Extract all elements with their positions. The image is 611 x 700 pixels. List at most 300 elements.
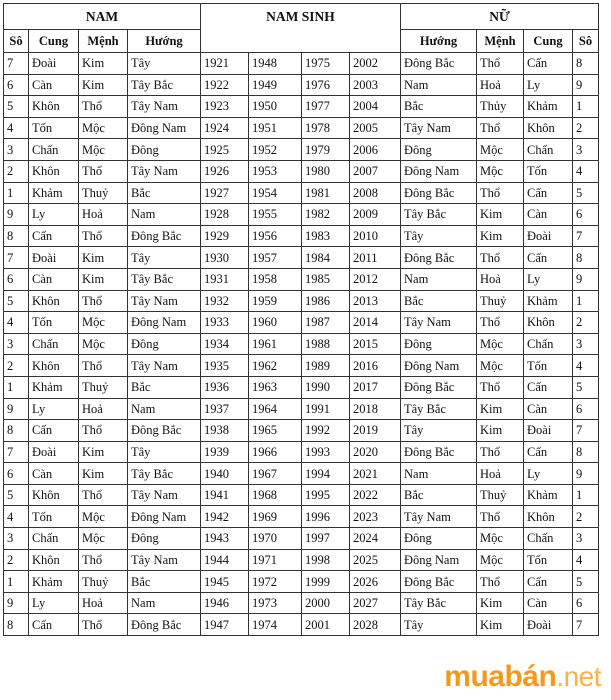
cell-cung-nam: Chấn (29, 528, 79, 550)
cell-year-1: 1933 (201, 312, 249, 334)
cell-year-2: 1959 (249, 290, 302, 312)
cell-year-1: 1930 (201, 247, 249, 269)
table-row (4, 549, 599, 571)
cell-cung-nam: Tốn (29, 117, 79, 139)
cell-menh-nam: Kim (79, 268, 128, 290)
cell-menh-nu: Thổ (477, 117, 524, 139)
cell-so-nam: 9 (4, 398, 29, 420)
table-row (4, 160, 599, 182)
cell-huong-nu: Đông (401, 139, 477, 161)
cell-so-nu: 5 (573, 182, 599, 204)
cell-menh-nu: Thổ (477, 247, 524, 269)
cell-menh-nu: Hoả (477, 463, 524, 485)
table-row (4, 420, 599, 442)
cell-menh-nam: Mộc (79, 312, 128, 334)
cell-cung-nu: Ly (524, 74, 573, 96)
cell-year-1: 1928 (201, 204, 249, 226)
cell-menh-nu: Mộc (477, 333, 524, 355)
cell-year-3: 1999 (302, 571, 350, 593)
table-row (4, 484, 599, 506)
cell-year-2: 1970 (249, 528, 302, 550)
cell-cung-nu: Càn (524, 204, 573, 226)
cell-year-4: 2011 (350, 247, 401, 269)
cell-so-nu: 8 (573, 53, 599, 75)
cell-huong-nu: Đông Nam (401, 355, 477, 377)
cell-huong-nam: Tây (128, 53, 201, 75)
cell-so-nu: 2 (573, 506, 599, 528)
cell-cung-nu: Khôn (524, 312, 573, 334)
cell-so-nam: 6 (4, 268, 29, 290)
cell-so-nu: 2 (573, 117, 599, 139)
cell-cung-nu: Tốn (524, 355, 573, 377)
cell-menh-nam: Thổ (79, 484, 128, 506)
cell-year-1: 1922 (201, 74, 249, 96)
cell-huong-nu: Nam (401, 74, 477, 96)
cell-huong-nu: Tây Nam (401, 312, 477, 334)
cell-year-4: 2019 (350, 420, 401, 442)
cell-year-4: 2002 (350, 53, 401, 75)
cell-year-1: 1940 (201, 463, 249, 485)
cell-huong-nam: Đông (128, 528, 201, 550)
cell-huong-nam: Đông (128, 139, 201, 161)
cell-cung-nu: Chấn (524, 333, 573, 355)
cell-huong-nu: Bắc (401, 96, 477, 118)
cell-huong-nu: Bắc (401, 484, 477, 506)
cell-menh-nu: Kim (477, 420, 524, 442)
cell-cung-nam: Cấn (29, 614, 79, 636)
cell-year-2: 1974 (249, 614, 302, 636)
table-row (4, 53, 599, 75)
cell-huong-nu: Tây Nam (401, 506, 477, 528)
cell-year-4: 2008 (350, 182, 401, 204)
cell-huong-nam: Nam (128, 398, 201, 420)
cell-menh-nam: Thổ (79, 225, 128, 247)
cell-year-3: 1992 (302, 420, 350, 442)
cell-year-3: 1993 (302, 441, 350, 463)
table-row (4, 182, 599, 204)
cell-huong-nu: Đông Nam (401, 549, 477, 571)
cell-year-3: 1987 (302, 312, 350, 334)
cell-cung-nu: Tốn (524, 160, 573, 182)
table-row (4, 117, 599, 139)
table-row (4, 139, 599, 161)
table-row (4, 463, 599, 485)
cell-cung-nam: Khôn (29, 355, 79, 377)
table-row (4, 225, 599, 247)
cell-menh-nam: Thuỷ (79, 376, 128, 398)
cell-year-1: 1921 (201, 53, 249, 75)
cell-cung-nam: Đoài (29, 441, 79, 463)
cell-cung-nam: Càn (29, 268, 79, 290)
cell-so-nu: 1 (573, 484, 599, 506)
table-row (4, 355, 599, 377)
col-so-nam: Sô (4, 30, 29, 53)
cell-so-nam: 9 (4, 204, 29, 226)
table-row (4, 247, 599, 269)
cell-so-nu: 5 (573, 571, 599, 593)
table-row (4, 592, 599, 614)
cell-huong-nam: Đông Bắc (128, 420, 201, 442)
cell-huong-nam: Tây Nam (128, 484, 201, 506)
cell-huong-nu: Nam (401, 463, 477, 485)
cell-huong-nu: Đông (401, 333, 477, 355)
cell-year-2: 1968 (249, 484, 302, 506)
cell-year-4: 2021 (350, 463, 401, 485)
cell-huong-nu: Tây (401, 614, 477, 636)
cell-year-1: 1936 (201, 376, 249, 398)
cell-menh-nu: Thổ (477, 182, 524, 204)
table-row (4, 333, 599, 355)
cell-year-1: 1943 (201, 528, 249, 550)
cell-year-4: 2005 (350, 117, 401, 139)
cell-cung-nam: Khôn (29, 96, 79, 118)
cell-menh-nam: Thuỷ (79, 182, 128, 204)
cell-menh-nam: Mộc (79, 139, 128, 161)
cell-menh-nam: Mộc (79, 528, 128, 550)
cell-cung-nam: Càn (29, 463, 79, 485)
cell-year-3: 1988 (302, 333, 350, 355)
cell-menh-nam: Kim (79, 53, 128, 75)
cell-year-1: 1927 (201, 182, 249, 204)
cell-so-nu: 3 (573, 528, 599, 550)
cell-huong-nam: Bắc (128, 571, 201, 593)
cell-cung-nam: Cấn (29, 420, 79, 442)
cell-year-2: 1952 (249, 139, 302, 161)
cell-year-4: 2003 (350, 74, 401, 96)
cell-so-nam: 8 (4, 225, 29, 247)
cell-year-3: 1989 (302, 355, 350, 377)
cell-huong-nu: Tây Nam (401, 117, 477, 139)
cell-year-3: 1994 (302, 463, 350, 485)
col-cung-nu: Cung (524, 30, 573, 53)
cell-year-1: 1931 (201, 268, 249, 290)
cell-huong-nu: Đông Nam (401, 160, 477, 182)
cell-huong-nu: Đông Bắc (401, 441, 477, 463)
cell-year-1: 1945 (201, 571, 249, 593)
cell-year-4: 2028 (350, 614, 401, 636)
cell-huong-nam: Đông Nam (128, 117, 201, 139)
cell-menh-nam: Thổ (79, 614, 128, 636)
cell-menh-nam: Kim (79, 441, 128, 463)
cell-year-3: 1977 (302, 96, 350, 118)
cell-huong-nam: Nam (128, 592, 201, 614)
cell-year-4: 2018 (350, 398, 401, 420)
cell-so-nam: 3 (4, 528, 29, 550)
cell-cung-nam: Chấn (29, 333, 79, 355)
cell-year-1: 1947 (201, 614, 249, 636)
cell-year-2: 1971 (249, 549, 302, 571)
cell-cung-nu: Đoài (524, 614, 573, 636)
cell-menh-nu: Thổ (477, 312, 524, 334)
cell-so-nam: 8 (4, 420, 29, 442)
cell-cung-nu: Tốn (524, 549, 573, 571)
cell-menh-nam: Hoả (79, 592, 128, 614)
cell-so-nam: 6 (4, 463, 29, 485)
cell-year-1: 1934 (201, 333, 249, 355)
cell-cung-nu: Đoài (524, 225, 573, 247)
table-row (4, 571, 599, 593)
cell-so-nu: 3 (573, 139, 599, 161)
table-row (4, 74, 599, 96)
cell-cung-nam: Cấn (29, 225, 79, 247)
cell-huong-nu: Tây Bắc (401, 204, 477, 226)
cell-menh-nu: Thuỷ (477, 484, 524, 506)
cell-year-1: 1946 (201, 592, 249, 614)
cell-year-3: 1991 (302, 398, 350, 420)
cell-huong-nam: Nam (128, 204, 201, 226)
header-nu: NỮ (401, 4, 599, 30)
cell-so-nam: 4 (4, 312, 29, 334)
cell-year-1: 1938 (201, 420, 249, 442)
cell-huong-nu: Bắc (401, 290, 477, 312)
cell-year-2: 1955 (249, 204, 302, 226)
cell-so-nam: 5 (4, 290, 29, 312)
cell-so-nam: 7 (4, 247, 29, 269)
cell-cung-nu: Ly (524, 463, 573, 485)
cell-menh-nam: Thổ (79, 549, 128, 571)
cell-menh-nu: Mộc (477, 549, 524, 571)
cell-huong-nam: Đông Nam (128, 506, 201, 528)
cell-huong-nu: Đông Bắc (401, 182, 477, 204)
cell-year-3: 1981 (302, 182, 350, 204)
cell-menh-nu: Thổ (477, 571, 524, 593)
cell-so-nu: 2 (573, 312, 599, 334)
cell-so-nu: 6 (573, 592, 599, 614)
cell-year-4: 2013 (350, 290, 401, 312)
cell-menh-nam: Thổ (79, 420, 128, 442)
cell-year-4: 2016 (350, 355, 401, 377)
cell-year-2: 1960 (249, 312, 302, 334)
cell-so-nam: 3 (4, 333, 29, 355)
cell-year-1: 1942 (201, 506, 249, 528)
cell-year-4: 2017 (350, 376, 401, 398)
cell-cung-nu: Cấn (524, 376, 573, 398)
cell-year-3: 1983 (302, 225, 350, 247)
cell-so-nu: 1 (573, 96, 599, 118)
cell-menh-nam: Hoả (79, 398, 128, 420)
cell-cung-nam: Chấn (29, 139, 79, 161)
cell-huong-nu: Đông Bắc (401, 571, 477, 593)
cell-year-2: 1954 (249, 182, 302, 204)
cell-menh-nu: Thuỷ (477, 290, 524, 312)
cell-cung-nu: Cấn (524, 441, 573, 463)
cell-cung-nu: Khôn (524, 506, 573, 528)
cell-menh-nu: Kim (477, 398, 524, 420)
cell-year-1: 1925 (201, 139, 249, 161)
cell-cung-nu: Khảm (524, 290, 573, 312)
cell-year-3: 1985 (302, 268, 350, 290)
cell-cung-nam: Khảm (29, 376, 79, 398)
cell-so-nam: 2 (4, 160, 29, 182)
cell-so-nam: 4 (4, 506, 29, 528)
cell-menh-nu: Kim (477, 614, 524, 636)
cell-year-4: 2026 (350, 571, 401, 593)
cell-cung-nu: Cấn (524, 182, 573, 204)
cell-menh-nu: Thổ (477, 53, 524, 75)
cell-year-2: 1958 (249, 268, 302, 290)
logo-tld: .net (556, 661, 601, 692)
cell-year-3: 1975 (302, 53, 350, 75)
cell-year-4: 2022 (350, 484, 401, 506)
cell-cung-nu: Khôn (524, 117, 573, 139)
cell-year-4: 2024 (350, 528, 401, 550)
cell-menh-nu: Kim (477, 592, 524, 614)
cell-so-nu: 9 (573, 74, 599, 96)
cell-cung-nu: Cấn (524, 53, 573, 75)
cell-huong-nu: Đông (401, 528, 477, 550)
cell-year-3: 1980 (302, 160, 350, 182)
cell-huong-nam: Đông Bắc (128, 614, 201, 636)
cell-huong-nam: Đông (128, 333, 201, 355)
cell-menh-nam: Thổ (79, 160, 128, 182)
cell-menh-nam: Kim (79, 463, 128, 485)
cell-so-nam: 3 (4, 139, 29, 161)
cell-so-nu: 6 (573, 398, 599, 420)
cell-so-nam: 5 (4, 484, 29, 506)
cell-year-2: 1973 (249, 592, 302, 614)
muaban-logo (444, 660, 601, 694)
cell-menh-nam: Mộc (79, 117, 128, 139)
cell-year-2: 1964 (249, 398, 302, 420)
table-row (4, 268, 599, 290)
cell-menh-nam: Kim (79, 74, 128, 96)
cell-menh-nu: Mộc (477, 355, 524, 377)
cell-menh-nam: Kim (79, 247, 128, 269)
table-row (4, 506, 599, 528)
cell-huong-nam: Tây Nam (128, 549, 201, 571)
col-cung-nam: Cung (29, 30, 79, 53)
cell-so-nu: 7 (573, 225, 599, 247)
cell-year-2: 1956 (249, 225, 302, 247)
cell-year-3: 1978 (302, 117, 350, 139)
cell-so-nam: 2 (4, 549, 29, 571)
table-row (4, 290, 599, 312)
cell-year-4: 2027 (350, 592, 401, 614)
cell-cung-nu: Đoài (524, 420, 573, 442)
cell-huong-nu: Tây (401, 225, 477, 247)
cell-year-4: 2014 (350, 312, 401, 334)
cell-so-nu: 4 (573, 549, 599, 571)
cell-year-1: 1926 (201, 160, 249, 182)
cell-year-1: 1944 (201, 549, 249, 571)
cell-cung-nu: Ly (524, 268, 573, 290)
cell-cung-nu: Cấn (524, 571, 573, 593)
cell-year-1: 1937 (201, 398, 249, 420)
cell-year-3: 2001 (302, 614, 350, 636)
cell-year-2: 1962 (249, 355, 302, 377)
cell-year-4: 2020 (350, 441, 401, 463)
cell-year-2: 1965 (249, 420, 302, 442)
cell-cung-nam: Ly (29, 398, 79, 420)
cell-so-nu: 9 (573, 463, 599, 485)
col-menh-nu: Mệnh (477, 30, 524, 53)
cell-year-3: 1996 (302, 506, 350, 528)
cell-cung-nu: Càn (524, 592, 573, 614)
cell-year-3: 1990 (302, 376, 350, 398)
col-so-nu: Sô (573, 30, 599, 53)
cell-cung-nam: Tốn (29, 312, 79, 334)
cell-year-2: 1972 (249, 571, 302, 593)
cell-cung-nu: Cấn (524, 247, 573, 269)
cell-huong-nam: Tây Bắc (128, 74, 201, 96)
cell-so-nam: 7 (4, 441, 29, 463)
table-row (4, 398, 599, 420)
cell-menh-nu: Mộc (477, 139, 524, 161)
table-body (4, 53, 599, 636)
cell-menh-nu: Kim (477, 204, 524, 226)
cell-menh-nam: Mộc (79, 506, 128, 528)
cell-menh-nu: Hoả (477, 74, 524, 96)
col-menh-nam: Mệnh (79, 30, 128, 53)
cell-menh-nu: Hoả (477, 268, 524, 290)
cell-so-nam: 5 (4, 96, 29, 118)
table-row (4, 614, 599, 636)
cell-year-1: 1935 (201, 355, 249, 377)
cell-menh-nu: Thủy (477, 96, 524, 118)
cell-year-3: 1986 (302, 290, 350, 312)
cell-year-2: 1967 (249, 463, 302, 485)
logo-brand: muabán (444, 660, 557, 693)
cell-year-4: 2009 (350, 204, 401, 226)
cell-so-nu: 4 (573, 160, 599, 182)
cell-so-nam: 1 (4, 376, 29, 398)
cell-so-nu: 9 (573, 268, 599, 290)
cell-year-1: 1929 (201, 225, 249, 247)
cell-huong-nam: Tây Bắc (128, 268, 201, 290)
cell-year-2: 1969 (249, 506, 302, 528)
table-row (4, 204, 599, 226)
cell-cung-nam: Ly (29, 592, 79, 614)
cell-so-nu: 7 (573, 420, 599, 442)
cell-cung-nam: Khảm (29, 571, 79, 593)
table-row (4, 441, 599, 463)
cell-year-3: 1984 (302, 247, 350, 269)
cell-menh-nu: Kim (477, 225, 524, 247)
cell-huong-nu: Tây (401, 420, 477, 442)
cell-huong-nam: Tây Nam (128, 290, 201, 312)
cell-so-nam: 2 (4, 355, 29, 377)
col-huong-nam: Hướng (128, 30, 201, 53)
cell-menh-nu: Thổ (477, 441, 524, 463)
cell-so-nam: 7 (4, 53, 29, 75)
cell-so-nam: 8 (4, 614, 29, 636)
cell-cung-nu: Càn (524, 398, 573, 420)
cell-cung-nam: Khôn (29, 549, 79, 571)
table-container (3, 3, 599, 636)
cell-huong-nu: Tây Bắc (401, 398, 477, 420)
col-huong-nu: Hướng (401, 30, 477, 53)
cell-huong-nam: Tây (128, 441, 201, 463)
cell-year-2: 1961 (249, 333, 302, 355)
cell-year-2: 1966 (249, 441, 302, 463)
cell-year-4: 2006 (350, 139, 401, 161)
cell-cung-nam: Khôn (29, 290, 79, 312)
cell-year-4: 2015 (350, 333, 401, 355)
cell-menh-nu: Thổ (477, 376, 524, 398)
header-nam: NAM (4, 4, 201, 30)
cell-so-nam: 1 (4, 182, 29, 204)
cell-huong-nam: Tây Bắc (128, 463, 201, 485)
cell-menh-nu: Mộc (477, 528, 524, 550)
cell-so-nu: 8 (573, 247, 599, 269)
cell-huong-nu: Đông Bắc (401, 53, 477, 75)
cell-year-3: 1976 (302, 74, 350, 96)
cell-huong-nam: Tây Nam (128, 355, 201, 377)
cell-year-1: 1941 (201, 484, 249, 506)
cell-huong-nu: Tây Bắc (401, 592, 477, 614)
cell-cung-nam: Khôn (29, 160, 79, 182)
cell-year-4: 2012 (350, 268, 401, 290)
